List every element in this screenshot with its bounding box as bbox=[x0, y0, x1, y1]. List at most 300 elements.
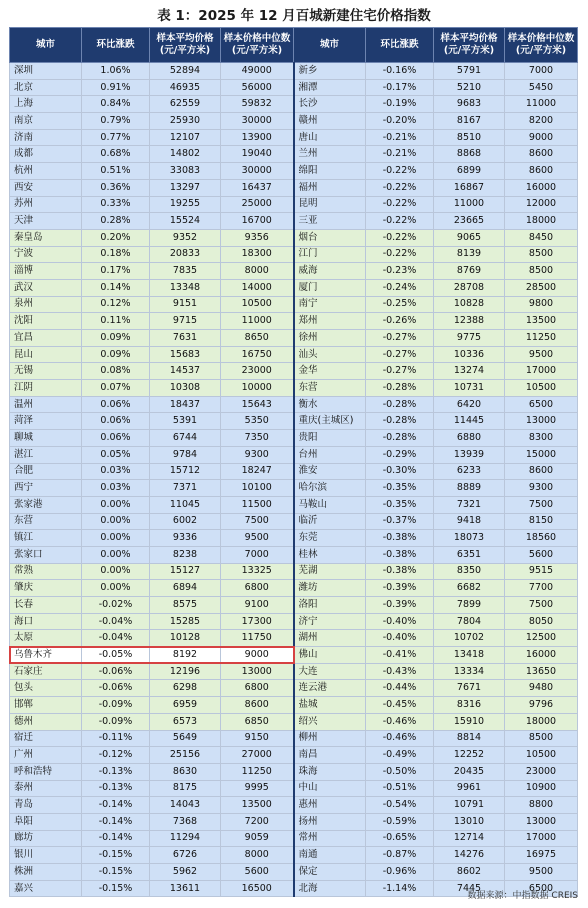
cell-city: 厦门 bbox=[294, 279, 366, 296]
cell-avg-price: 25930 bbox=[150, 113, 221, 130]
cell-change: -0.35% bbox=[366, 480, 434, 497]
cell-median-price: 18247 bbox=[221, 463, 294, 480]
cell-median-price: 12000 bbox=[505, 196, 578, 213]
cell-city: 西安 bbox=[10, 179, 82, 196]
cell-change: -0.54% bbox=[366, 797, 434, 814]
cell-median-price: 16700 bbox=[221, 213, 294, 230]
cell-avg-price: 13418 bbox=[434, 647, 505, 664]
cell-change: -0.04% bbox=[82, 630, 150, 647]
table-row bbox=[10, 346, 578, 363]
cell-change: 0.06% bbox=[82, 413, 150, 430]
cell-change: -0.14% bbox=[82, 813, 150, 830]
cell-avg-price: 12196 bbox=[150, 663, 221, 680]
cell-median-price: 11000 bbox=[505, 96, 578, 113]
cell-city: 济南 bbox=[10, 129, 82, 146]
cell-avg-price: 10828 bbox=[434, 296, 505, 313]
cell-median-price: 10500 bbox=[505, 747, 578, 764]
cell-city: 武汉 bbox=[10, 279, 82, 296]
cell-median-price: 9150 bbox=[221, 730, 294, 747]
table-row bbox=[10, 146, 578, 163]
cell-avg-price: 19255 bbox=[150, 196, 221, 213]
cell-avg-price: 6298 bbox=[150, 680, 221, 697]
cell-median-price: 7000 bbox=[505, 63, 578, 80]
header-change-left bbox=[82, 28, 150, 63]
cell-city: 台州 bbox=[294, 446, 366, 463]
cell-change: 0.18% bbox=[82, 246, 150, 263]
cell-city: 银川 bbox=[10, 847, 82, 864]
cell-city: 昆山 bbox=[10, 346, 82, 363]
cell-city: 新乡 bbox=[294, 63, 366, 80]
cell-avg-price: 10791 bbox=[434, 797, 505, 814]
cell-city: 芜湖 bbox=[294, 563, 366, 580]
cell-change: -0.02% bbox=[82, 597, 150, 614]
cell-median-price: 5600 bbox=[221, 864, 294, 881]
cell-city: 扬州 bbox=[294, 813, 366, 830]
cell-median-price: 18300 bbox=[221, 246, 294, 263]
cell-change: -0.20% bbox=[366, 113, 434, 130]
cell-change: 0.00% bbox=[82, 496, 150, 513]
cell-change: 0.79% bbox=[82, 113, 150, 130]
cell-median-price: 23000 bbox=[505, 763, 578, 780]
cell-city: 北海 bbox=[294, 880, 366, 897]
cell-change: -0.27% bbox=[366, 330, 434, 347]
cell-median-price: 9300 bbox=[221, 446, 294, 463]
cell-median-price: 13000 bbox=[505, 813, 578, 830]
cell-median-price: 8000 bbox=[221, 847, 294, 864]
cell-avg-price: 16867 bbox=[434, 179, 505, 196]
cell-change: -0.22% bbox=[366, 163, 434, 180]
table-row bbox=[10, 129, 578, 146]
cell-change: -0.46% bbox=[366, 730, 434, 747]
cell-avg-price: 8868 bbox=[434, 146, 505, 163]
cell-city: 菏泽 bbox=[10, 413, 82, 430]
cell-city: 邯郸 bbox=[10, 697, 82, 714]
cell-median-price: 16500 bbox=[221, 880, 294, 897]
cell-avg-price: 5791 bbox=[434, 63, 505, 80]
cell-avg-price: 9336 bbox=[150, 530, 221, 547]
cell-median-price: 11250 bbox=[505, 330, 578, 347]
header-text: 城市 bbox=[319, 39, 339, 50]
cell-avg-price: 15524 bbox=[150, 213, 221, 230]
table-row bbox=[10, 797, 578, 814]
cell-avg-price: 6233 bbox=[434, 463, 505, 480]
cell-avg-price: 13297 bbox=[150, 179, 221, 196]
cell-change: -0.17% bbox=[366, 79, 434, 96]
table-row bbox=[10, 279, 578, 296]
cell-change: -0.41% bbox=[366, 647, 434, 664]
cell-avg-price: 8238 bbox=[150, 546, 221, 563]
table-row bbox=[10, 713, 578, 730]
header-text: 环比涨跌 bbox=[96, 39, 135, 50]
cell-avg-price: 7671 bbox=[434, 680, 505, 697]
header-city-right bbox=[294, 28, 366, 63]
cell-avg-price: 7321 bbox=[434, 496, 505, 513]
table-row bbox=[10, 430, 578, 447]
cell-avg-price: 9775 bbox=[434, 330, 505, 347]
cell-change: -0.96% bbox=[366, 864, 434, 881]
header-text: 样本价格中位数 bbox=[507, 33, 575, 44]
cell-avg-price: 7631 bbox=[150, 330, 221, 347]
cell-avg-price: 15910 bbox=[434, 713, 505, 730]
cell-avg-price: 8192 bbox=[150, 647, 221, 664]
cell-city: 贵阳 bbox=[294, 430, 366, 447]
cell-avg-price: 8175 bbox=[150, 780, 221, 797]
cell-median-price: 9515 bbox=[505, 563, 578, 580]
cell-change: 0.05% bbox=[82, 446, 150, 463]
cell-median-price: 30000 bbox=[221, 163, 294, 180]
cell-median-price: 49000 bbox=[221, 63, 294, 80]
cell-change: -0.50% bbox=[366, 763, 434, 780]
cell-median-price: 8500 bbox=[505, 263, 578, 280]
cell-median-price: 10000 bbox=[221, 380, 294, 397]
table-row bbox=[10, 513, 578, 530]
cell-avg-price: 6682 bbox=[434, 580, 505, 597]
cell-city: 威海 bbox=[294, 263, 366, 280]
cell-city: 赣州 bbox=[294, 113, 366, 130]
cell-change: -0.22% bbox=[366, 179, 434, 196]
cell-change: -0.39% bbox=[366, 597, 434, 614]
cell-median-price: 9500 bbox=[221, 530, 294, 547]
cell-city: 常熟 bbox=[10, 563, 82, 580]
cell-city: 佛山 bbox=[294, 647, 366, 664]
cell-change: -0.21% bbox=[366, 129, 434, 146]
table-row bbox=[10, 830, 578, 847]
cell-avg-price: 6002 bbox=[150, 513, 221, 530]
cell-avg-price: 6573 bbox=[150, 713, 221, 730]
table-body bbox=[10, 63, 578, 897]
cell-change: -0.22% bbox=[366, 229, 434, 246]
cell-median-price: 13325 bbox=[221, 563, 294, 580]
cell-median-price: 7500 bbox=[505, 496, 578, 513]
cell-city: 惠州 bbox=[294, 797, 366, 814]
cell-change: 0.00% bbox=[82, 563, 150, 580]
cell-change: -0.23% bbox=[366, 263, 434, 280]
cell-median-price: 7500 bbox=[505, 597, 578, 614]
cell-median-price: 8500 bbox=[505, 246, 578, 263]
cell-change: -0.28% bbox=[366, 380, 434, 397]
header-text: 样本平均价格 bbox=[440, 33, 498, 44]
cell-change: 0.09% bbox=[82, 330, 150, 347]
cell-median-price: 9500 bbox=[505, 346, 578, 363]
cell-change: -0.09% bbox=[82, 713, 150, 730]
cell-median-price: 8800 bbox=[505, 797, 578, 814]
cell-change: -0.45% bbox=[366, 697, 434, 714]
cell-avg-price: 9715 bbox=[150, 313, 221, 330]
header-median-price-left bbox=[221, 28, 294, 63]
cell-city: 杭州 bbox=[10, 163, 82, 180]
cell-avg-price: 8769 bbox=[434, 263, 505, 280]
cell-avg-price: 10702 bbox=[434, 630, 505, 647]
cell-city: 东营 bbox=[10, 513, 82, 530]
cell-city: 衡水 bbox=[294, 396, 366, 413]
cell-city: 宿迁 bbox=[10, 730, 82, 747]
table-row bbox=[10, 113, 578, 130]
cell-median-price: 9995 bbox=[221, 780, 294, 797]
cell-city: 上海 bbox=[10, 96, 82, 113]
table-row bbox=[10, 213, 578, 230]
cell-median-price: 18000 bbox=[505, 713, 578, 730]
cell-median-price: 17300 bbox=[221, 613, 294, 630]
cell-city: 泰州 bbox=[10, 780, 82, 797]
cell-median-price: 13500 bbox=[505, 313, 578, 330]
cell-median-price: 6800 bbox=[221, 680, 294, 697]
cell-change: -0.38% bbox=[366, 546, 434, 563]
cell-avg-price: 7445 bbox=[434, 880, 505, 897]
cell-change: -0.38% bbox=[366, 530, 434, 547]
cell-avg-price: 15683 bbox=[150, 346, 221, 363]
cell-city: 临沂 bbox=[294, 513, 366, 530]
cell-change: -0.19% bbox=[366, 96, 434, 113]
cell-median-price: 9000 bbox=[505, 129, 578, 146]
cell-change: -0.15% bbox=[82, 847, 150, 864]
cell-city: 南宁 bbox=[294, 296, 366, 313]
header-avg-price-left bbox=[150, 28, 221, 63]
cell-median-price: 7000 bbox=[221, 546, 294, 563]
cell-median-price: 8000 bbox=[221, 263, 294, 280]
cell-city: 保定 bbox=[294, 864, 366, 881]
cell-city: 成都 bbox=[10, 146, 82, 163]
table-row bbox=[10, 864, 578, 881]
table-row bbox=[10, 63, 578, 80]
cell-city: 中山 bbox=[294, 780, 366, 797]
cell-median-price: 13000 bbox=[505, 413, 578, 430]
cell-avg-price: 5210 bbox=[434, 79, 505, 96]
cell-change: -0.28% bbox=[366, 413, 434, 430]
cell-median-price: 25000 bbox=[221, 196, 294, 213]
table-row bbox=[10, 396, 578, 413]
cell-change: 0.33% bbox=[82, 196, 150, 213]
cell-change: -0.22% bbox=[366, 213, 434, 230]
cell-change: 0.36% bbox=[82, 179, 150, 196]
cell-median-price: 9100 bbox=[221, 597, 294, 614]
header-median-price-right bbox=[505, 28, 578, 63]
cell-change: 0.14% bbox=[82, 279, 150, 296]
cell-change: -1.14% bbox=[366, 880, 434, 897]
cell-change: -0.46% bbox=[366, 713, 434, 730]
cell-city: 株洲 bbox=[10, 864, 82, 881]
cell-avg-price: 7368 bbox=[150, 813, 221, 830]
cell-change: 0.17% bbox=[82, 263, 150, 280]
header-text: 城市 bbox=[35, 39, 55, 50]
cell-city: 潍坊 bbox=[294, 580, 366, 597]
header-change-right bbox=[366, 28, 434, 63]
cell-avg-price: 25156 bbox=[150, 747, 221, 764]
cell-avg-price: 62559 bbox=[150, 96, 221, 113]
cell-median-price: 9480 bbox=[505, 680, 578, 697]
cell-median-price: 23000 bbox=[221, 363, 294, 380]
cell-avg-price: 7371 bbox=[150, 480, 221, 497]
cell-city: 昆明 bbox=[294, 196, 366, 213]
cell-city: 东营 bbox=[294, 380, 366, 397]
table-row bbox=[10, 680, 578, 697]
cell-city: 绵阳 bbox=[294, 163, 366, 180]
cell-avg-price: 11294 bbox=[150, 830, 221, 847]
cell-change: 0.28% bbox=[82, 213, 150, 230]
cell-avg-price: 12714 bbox=[434, 830, 505, 847]
table-row bbox=[10, 480, 578, 497]
cell-avg-price: 6744 bbox=[150, 430, 221, 447]
cell-median-price: 13900 bbox=[221, 129, 294, 146]
cell-change: -0.59% bbox=[366, 813, 434, 830]
cell-median-price: 13650 bbox=[505, 663, 578, 680]
cell-avg-price: 10128 bbox=[150, 630, 221, 647]
cell-change: 0.11% bbox=[82, 313, 150, 330]
cell-city: 嘉兴 bbox=[10, 880, 82, 897]
cell-city: 福州 bbox=[294, 179, 366, 196]
cell-city: 唐山 bbox=[294, 129, 366, 146]
cell-median-price: 12500 bbox=[505, 630, 578, 647]
table-row bbox=[10, 580, 578, 597]
cell-avg-price: 9065 bbox=[434, 229, 505, 246]
cell-avg-price: 9683 bbox=[434, 96, 505, 113]
cell-change: -0.09% bbox=[82, 697, 150, 714]
cell-median-price: 16000 bbox=[505, 179, 578, 196]
cell-avg-price: 9418 bbox=[434, 513, 505, 530]
cell-change: 0.51% bbox=[82, 163, 150, 180]
cell-median-price: 8450 bbox=[505, 229, 578, 246]
cell-change: -0.06% bbox=[82, 680, 150, 697]
cell-avg-price: 8575 bbox=[150, 597, 221, 614]
cell-avg-price: 12252 bbox=[434, 747, 505, 764]
table-row bbox=[10, 96, 578, 113]
cell-city: 湘潭 bbox=[294, 79, 366, 96]
cell-median-price: 16437 bbox=[221, 179, 294, 196]
table-row bbox=[10, 613, 578, 630]
cell-median-price: 8600 bbox=[505, 163, 578, 180]
cell-city: 洛阳 bbox=[294, 597, 366, 614]
header-text: 环比涨跌 bbox=[380, 39, 419, 50]
cell-city: 兰州 bbox=[294, 146, 366, 163]
cell-city: 郑州 bbox=[294, 313, 366, 330]
table-row bbox=[10, 647, 578, 664]
cell-change: -0.06% bbox=[82, 663, 150, 680]
table-row bbox=[10, 630, 578, 647]
table-header-row bbox=[10, 28, 578, 63]
cell-city: 徐州 bbox=[294, 330, 366, 347]
cell-median-price: 6800 bbox=[221, 580, 294, 597]
cell-change: -0.14% bbox=[82, 830, 150, 847]
cell-change: -0.87% bbox=[366, 847, 434, 864]
cell-avg-price: 8630 bbox=[150, 763, 221, 780]
cell-change: 0.03% bbox=[82, 463, 150, 480]
cell-city: 金华 bbox=[294, 363, 366, 380]
cell-city: 天津 bbox=[10, 213, 82, 230]
header-text: (元/平方米) bbox=[443, 45, 495, 56]
cell-city: 太原 bbox=[10, 630, 82, 647]
cell-change: -0.40% bbox=[366, 613, 434, 630]
cell-median-price: 9500 bbox=[505, 864, 578, 881]
cell-avg-price: 9151 bbox=[150, 296, 221, 313]
cell-median-price: 7200 bbox=[221, 813, 294, 830]
cell-avg-price: 5962 bbox=[150, 864, 221, 881]
cell-avg-price: 20435 bbox=[434, 763, 505, 780]
cell-avg-price: 6726 bbox=[150, 847, 221, 864]
cell-median-price: 5350 bbox=[221, 413, 294, 430]
table-row bbox=[10, 446, 578, 463]
cell-median-price: 9356 bbox=[221, 229, 294, 246]
table-row bbox=[10, 530, 578, 547]
table-row bbox=[10, 663, 578, 680]
cell-median-price: 8600 bbox=[505, 146, 578, 163]
cell-city: 北京 bbox=[10, 79, 82, 96]
cell-change: -0.22% bbox=[366, 246, 434, 263]
cell-city: 湛江 bbox=[10, 446, 82, 463]
cell-median-price: 15643 bbox=[221, 396, 294, 413]
cell-city: 合肥 bbox=[10, 463, 82, 480]
cell-change: 0.77% bbox=[82, 129, 150, 146]
cell-change: -0.51% bbox=[366, 780, 434, 797]
cell-median-price: 10900 bbox=[505, 780, 578, 797]
cell-avg-price: 18437 bbox=[150, 396, 221, 413]
cell-median-price: 18560 bbox=[505, 530, 578, 547]
cell-avg-price: 8350 bbox=[434, 563, 505, 580]
cell-avg-price: 10336 bbox=[434, 346, 505, 363]
cell-change: -0.13% bbox=[82, 780, 150, 797]
cell-change: -0.40% bbox=[366, 630, 434, 647]
cell-median-price: 15000 bbox=[505, 446, 578, 463]
header-text: 样本价格中位数 bbox=[223, 33, 291, 44]
cell-avg-price: 9961 bbox=[434, 780, 505, 797]
table-row bbox=[10, 313, 578, 330]
cell-city: 长春 bbox=[10, 597, 82, 614]
cell-change: -0.43% bbox=[366, 663, 434, 680]
cell-city: 马鞍山 bbox=[294, 496, 366, 513]
cell-avg-price: 6420 bbox=[434, 396, 505, 413]
cell-avg-price: 8889 bbox=[434, 480, 505, 497]
cell-median-price: 7350 bbox=[221, 430, 294, 447]
cell-median-price: 13500 bbox=[221, 797, 294, 814]
cell-median-price: 6500 bbox=[505, 880, 578, 897]
cell-city: 无锡 bbox=[10, 363, 82, 380]
cell-median-price: 8600 bbox=[505, 463, 578, 480]
price-index-table bbox=[9, 27, 578, 897]
cell-city: 阜阳 bbox=[10, 813, 82, 830]
table-row bbox=[10, 229, 578, 246]
cell-avg-price: 7804 bbox=[434, 613, 505, 630]
cell-city: 连云港 bbox=[294, 680, 366, 697]
cell-avg-price: 23665 bbox=[434, 213, 505, 230]
cell-avg-price: 15285 bbox=[150, 613, 221, 630]
table-row bbox=[10, 296, 578, 313]
header-text: 样本平均价格 bbox=[156, 33, 214, 44]
cell-city: 秦皇岛 bbox=[10, 229, 82, 246]
cell-city: 沈阳 bbox=[10, 313, 82, 330]
cell-change: -0.25% bbox=[366, 296, 434, 313]
cell-change: 0.00% bbox=[82, 513, 150, 530]
cell-avg-price: 6894 bbox=[150, 580, 221, 597]
cell-median-price: 10100 bbox=[221, 480, 294, 497]
cell-city: 柳州 bbox=[294, 730, 366, 747]
cell-avg-price: 14537 bbox=[150, 363, 221, 380]
cell-avg-price: 33083 bbox=[150, 163, 221, 180]
table-row bbox=[10, 330, 578, 347]
cell-city: 绍兴 bbox=[294, 713, 366, 730]
table-row bbox=[10, 196, 578, 213]
cell-avg-price: 8316 bbox=[434, 697, 505, 714]
cell-city: 江阴 bbox=[10, 380, 82, 397]
cell-change: -0.14% bbox=[82, 797, 150, 814]
table-row bbox=[10, 747, 578, 764]
cell-median-price: 7700 bbox=[505, 580, 578, 597]
cell-avg-price: 13939 bbox=[434, 446, 505, 463]
cell-change: -0.05% bbox=[82, 647, 150, 664]
cell-city: 淄博 bbox=[10, 263, 82, 280]
cell-change: 0.06% bbox=[82, 430, 150, 447]
cell-median-price: 8150 bbox=[505, 513, 578, 530]
cell-median-price: 14000 bbox=[221, 279, 294, 296]
header-avg-price-right bbox=[434, 28, 505, 63]
cell-change: -0.39% bbox=[366, 580, 434, 597]
